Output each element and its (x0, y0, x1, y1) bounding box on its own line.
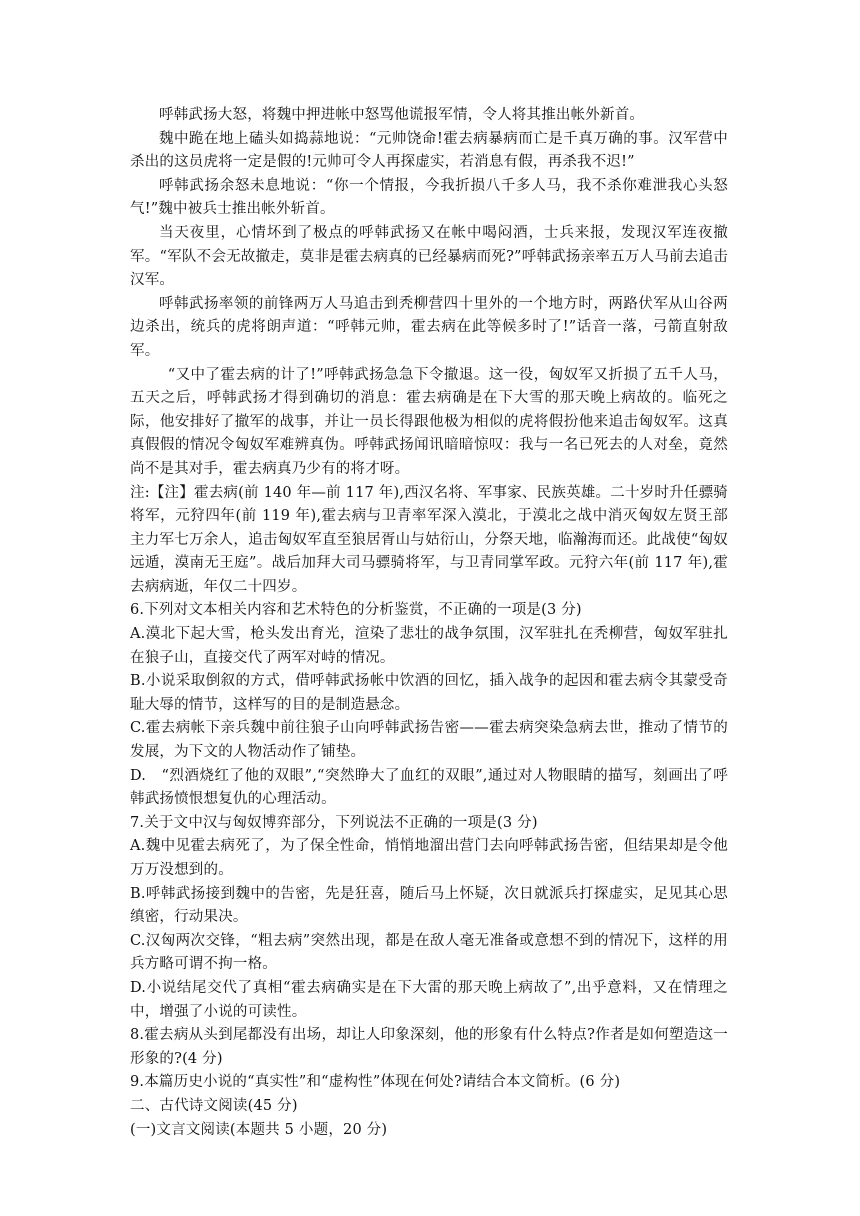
question-7-option-c: C.汉匈两次交锋，“粗去病”突然出现，都是在敌人毫无准备或意想不到的情况下，这样的用兵方略可谓不拘一格。 (130, 932, 728, 973)
question-6-option-c: C.霍去病帐下亲兵魏中前往狼子山向呼韩武扬告密——霍去病突染急病去世，推动了情节的发展，为下文的人物活动作了铺垫。 (130, 720, 728, 761)
story-paragraph: 呼韩武扬余怒未息地说：“你一个情报，今我折损八千多人马，我不杀你难泄我心头怒气!”魏中被兵士推出帐外斩首。 (130, 177, 728, 218)
document-body (130, 104, 728, 1142)
question-7-option-a: A.魏中见霍去病死了，为了保全性命，悄悄地溜出营门去向呼韩武扬告密，但结果却是令他万万没想到的。 (130, 838, 728, 878)
question-8: 8.霍去病从头到尾都没有出场，却让人印象深刻，他的形象有什么特点?作者是如何塑造这一形象的?(4 分) (130, 1027, 728, 1067)
question-6-option-d: D. “烈酒烧红了他的双眼”,“突然睁大了血红的双眼”,通过对人物眼睛的描写，刻画出了呼韩武扬愤恨想复仇的心理活动。 (130, 767, 728, 808)
story-paragraph: 当天夜里，心情坏到了极点的呼韩武扬又在帐中喝闷酒，士兵来报，发现汉军连夜撤军。“军队不会无故撤走，莫非是霍去病真的已经暴病而死?”呼韩武扬亲率五万人马前去追击汉军。 (130, 224, 728, 289)
question-6-option-b: B.小说采取倒叙的方式，借呼韩武扬帐中饮酒的回忆，插入战争的起因和霍去病令其蒙受奇耻大辱的情节，这样写的目的是制造悬念。 (130, 673, 728, 713)
story-paragraph: 魏中跪在地上磕头如捣蒜地说：“元帅饶命!霍去病暴病而亡是千真万确的事。汉军营中杀出的这员虎将一定是假的!元帅可令人再探虚实，若消息有假，再杀我不迟!” (130, 130, 728, 171)
story-paragraph: “又中了霍去病的计了!”呼韩武扬急急下令撤退。这一役，匈奴军又折损了五千人马，五天之后，呼韩武扬才得到确切的消息：霍去病确是在下大雪的那天晚上病故的。临死之际，他安排好了撤军的战事，并让一员长得跟他极为相似的虎将假扮他来追击匈奴军。这真真假假的情况令匈奴军难辨真伪。呼韩武扬闻讯暗暗惊叹：我与一名已死去的人对垒，竟然尚不是其对手，霍去病真乃少有的将才呀。 (130, 366, 728, 477)
story-paragraph: 呼韩武扬大怒，将魏中押进帐中怒骂他谎报军情，令人将其推出帐外新首。 (159, 107, 645, 123)
question-7-option-b: B.呼韩武扬接到魏中的告密，先是狂喜，随后马上怀疑，次日就派兵打探虚实，足见其心思缜密，行动果决。 (130, 885, 728, 926)
subsection-heading: (一)文言文阅读(本题共 5 小题，20 分) (130, 1121, 388, 1138)
question-9: 9.本篇历史小说的“真实性”和“虚构性”体现在何处?请结合本文简析。(6 分) (130, 1074, 621, 1091)
section-heading: 二、古代诗文阅读(45 分) (130, 1097, 298, 1114)
footnote: 注:【注】霍去病(前 140 年—前 117 年),西汉名将、军事家、民族英雄。二十岁时升任骠骑将军，元狩四年(前 119 年),霍去病与卫青率军深入漠北，于漠北之战中消灭匈奴左贤王部主力军七万余人，追击匈奴军直至狼居胥山与姑衍山，分祭天地，临瀚海而还。此战使“匈奴远遁，漠南无王庭”。战后加拜大司马骠骑将军，与卫青同掌军政。元狩六年(前 117 年),霍去病病逝，年仅二十四岁。 (130, 484, 728, 595)
question-6-option-a: A.漠北下起大雪，枪头发出育光，渲染了悲壮的战争氛围，汉军驻扎在秃柳营，匈奴军驻扎在狼子山，直接交代了两军对峙的情况。 (130, 626, 728, 666)
question-7-option-d: D.小说结尾交代了真相“霍去病确实是在下大雷的那天晚上病故了”,出乎意料，又在情理之中，增强了小说的可读性。 (130, 979, 728, 1020)
question-7-stem: 7.关于文中汉与匈奴博弈部分，下列说法不正确的一项是(3 分) (130, 814, 538, 831)
story-paragraph: 呼韩武扬率领的前锋两万人马追击到秃柳营四十里外的一个地方时，两路伏军从山谷两边杀出，统兵的虎将朗声道：“呼韩元帅，霍去病在此等候多时了!”话音一落，弓箭直射敌军。 (130, 295, 728, 359)
question-6-stem: 6.下列对文本相关内容和艺术特色的分析鉴赏，不正确的一项是(3 分) (130, 602, 582, 619)
